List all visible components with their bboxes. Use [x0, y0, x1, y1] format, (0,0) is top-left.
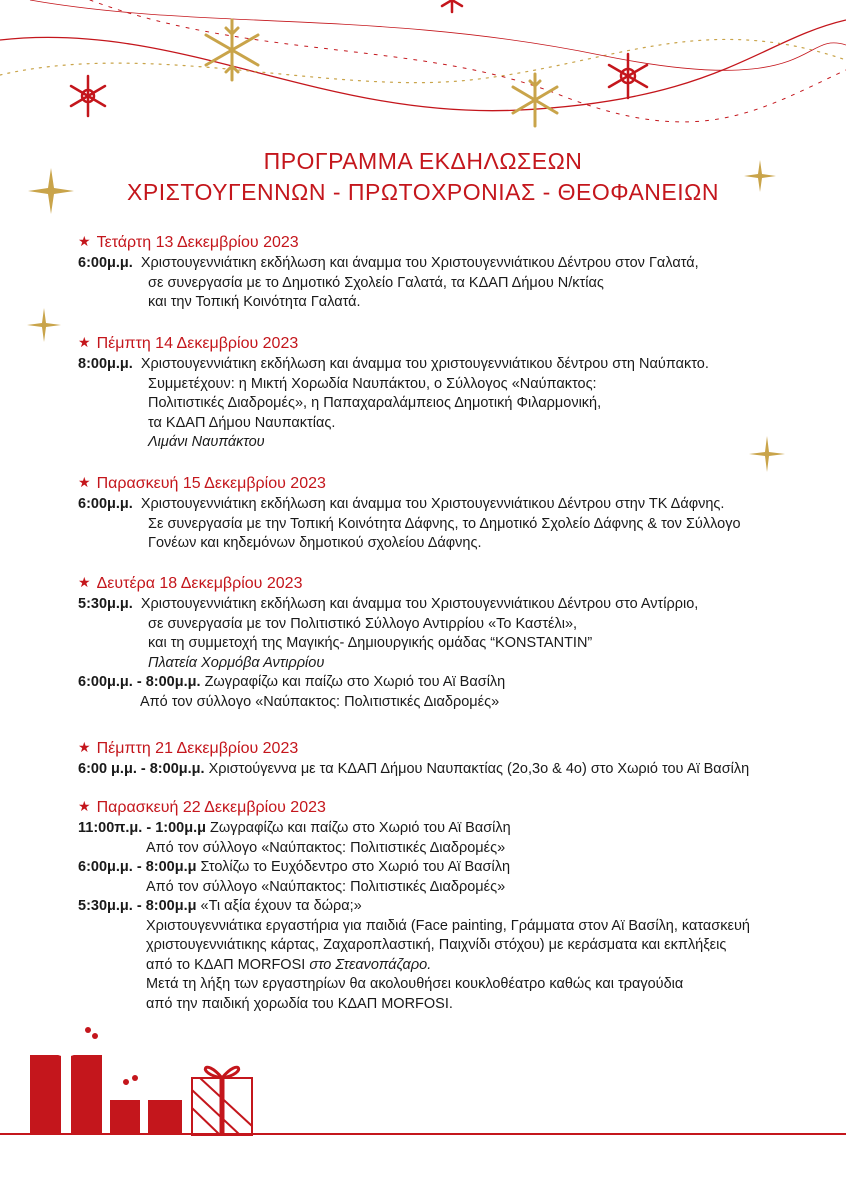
event-time: 6:00μ.μ.	[78, 255, 133, 271]
event-time: 6:00μ.μ.	[78, 496, 133, 512]
event-description: και την Τοπική Κοινότητα Γαλατά.	[148, 294, 361, 310]
event-title: Χριστούγεννα με τα ΚΔΑΠ Δήμου Ναυπακτίας (2ο,3ο & 4ο) στο Χωριό του Αϊ Βασίλη	[208, 761, 750, 777]
event-description: Χριστουγεννιάτικη εκδήλωση και άναμμα του Χριστουγεννιάτικου Δέντρου στον Γαλατά,	[140, 255, 699, 271]
star-icon: ★	[78, 474, 91, 490]
event-description: χριστουγεννιάτικης κάρτας, Ζαχαροπλαστική, Παιχνίδι στόχου) με κεράσματα και εκπλήξεις	[146, 937, 727, 953]
event-time: 6:00 μ.μ. - 8:00μ.μ.	[78, 761, 205, 777]
event-date: Τετάρτη 13 Δεκεμβρίου 2023	[96, 234, 299, 251]
event-block	[78, 797, 838, 1014]
event-organizer: Από τον σύλλογο «Ναύπακτος: Πολιτιστικές Διαδρομές»	[146, 839, 506, 856]
footer-divider	[0, 1133, 846, 1135]
star-icon: ★	[78, 334, 91, 350]
event-description: Χριστουγεννιάτικη εκδήλωση και άναμμα του Χριστουγεννιάτικου Δέντρου στο Αντίρριο,	[140, 596, 699, 612]
event-description: σε συνεργασία με το Δημοτικό Σχολείο Γαλατά, τα ΚΔΑΠ Δήμου Ν/κτίας	[148, 274, 604, 291]
event-description: Χριστουγεννιάτικη εκδήλωση και άναμμα του Χριστουγεννιάτικου Δέντρου στην ΤΚ Δάφνης.	[140, 496, 725, 512]
event-description: Μετά τη λήξη των εργαστηρίων θα ακολουθήσει κουκλοθέατρο καθώς και τραγούδια	[146, 976, 684, 992]
event-organizer: Από τον σύλλογο «Ναύπακτος: Πολιτιστικές Διαδρομές»	[146, 878, 506, 895]
page-title: ΠΡΟΓΡΑΜΜΑ ΕΚΔΗΛΩΣΕΩΝ	[263, 148, 583, 174]
event-block	[78, 738, 838, 780]
event-title: Στολίζω το Ευχόδεντρο στο Χωριό του Αϊ Βασίλη	[200, 859, 511, 875]
snowflake-red-icon	[71, 0, 647, 116]
event-date: Παρασκευή 22 Δεκεμβρίου 2023	[96, 799, 326, 816]
event-description: Σε συνεργασία με την Τοπική Κοινότητα Δάφνης, το Δημοτικό Σχολείο Δάφνης & τον Σύλλογο	[148, 515, 741, 532]
event-description: σε συνεργασία με τον Πολιτιστικό Σύλλογο Αντιρρίου «Το Καστέλι»,	[148, 615, 578, 632]
event-description	[78, 956, 838, 976]
event-time: 5:30μ.μ.	[78, 596, 133, 612]
event-location: Λιμάνι Ναυπάκτου	[148, 434, 265, 450]
event-date: Δευτέρα 18 Δεκεμβρίου 2023	[96, 575, 303, 592]
gift-boxes-icon	[30, 1027, 252, 1135]
event-title: Ζωγραφίζω και παίζω στο Χωριό του Αϊ Βασίλη	[204, 674, 506, 690]
event-time: 5:30μ.μ. - 8:00μ.μ	[78, 898, 197, 914]
event-description: και τη συμμετοχή της Μαγικής- Δημιουργικής ομάδας “KONSTANTIN”	[148, 635, 593, 651]
event-date: Πέμπτη 21 Δεκεμβρίου 2023	[96, 740, 299, 757]
event-description: Χριστουγεννιάτικα εργαστήρια για παιδιά (Face painting, Γράμματα στον Αϊ Βασίλη, κατασκευή	[146, 917, 750, 934]
event-time: 6:00μ.μ. - 8:00μ.μ	[78, 859, 197, 875]
event-time: 11:00π.μ. - 1:00μ.μ	[78, 820, 206, 836]
event-time: 6:00μ.μ. - 8:00μ.μ.	[78, 674, 201, 690]
event-description: Πολιτιστικές Διαδρομές», η Παπαχαραλάμπειος Δημοτική Φιλαρμονική,	[148, 395, 602, 411]
event-organizer: από το ΚΔΑΠ MORFOSI	[146, 956, 310, 973]
star-icon: ★	[78, 739, 91, 755]
page-subtitle: ΧΡΙΣΤΟΥΓΕΝΝΩΝ - ΠΡΩΤΟΧΡΟΝΙΑΣ - ΘΕΟΦΑΝΕΙΩΝ	[127, 179, 719, 205]
event-block	[78, 333, 838, 453]
event-description: Γονέων και κηδεμόνων δημοτικού σχολείου Δάφνης.	[148, 535, 482, 551]
event-block	[78, 473, 838, 554]
event-location: στο Στεανοπάζαρο.	[309, 956, 432, 973]
event-title: Ζωγραφίζω και παίζω στο Χωριό του Αϊ Βασίλη	[210, 820, 511, 836]
star-icon: ★	[78, 233, 91, 249]
event-organizer: Από τον σύλλογο «Ναύπακτος: Πολιτιστικές Διαδρομές»	[140, 693, 500, 710]
event-description: Συμμετέχουν: η Μικτή Χορωδία Ναυπάκτου, ο Σύλλογος «Ναύπακτος:	[148, 375, 597, 392]
star-icon: ★	[78, 798, 91, 814]
event-block	[78, 573, 838, 712]
event-location: Πλατεία Χορμόβα Αντιρρίου	[148, 654, 325, 671]
event-description: Χριστουγεννιάτικη εκδήλωση και άναμμα του χριστουγεννιάτικου δέντρου στη Ναύπακτο.	[140, 356, 709, 372]
event-title: «Τι αξία έχουν τα δώρα;»	[200, 898, 362, 914]
event-description: από την παιδική χορωδία του ΚΔΑΠ MORFOSI.	[146, 995, 453, 1012]
event-block	[78, 232, 838, 313]
event-date: Πέμπτη 14 Δεκεμβρίου 2023	[96, 335, 299, 352]
event-date: Παρασκευή 15 Δεκεμβρίου 2023	[96, 475, 326, 492]
event-time: 8:00μ.μ.	[78, 356, 133, 372]
star-icon: ★	[78, 574, 91, 590]
event-description: τα ΚΔΑΠ Δήμου Ναυπακτίας.	[148, 414, 336, 431]
